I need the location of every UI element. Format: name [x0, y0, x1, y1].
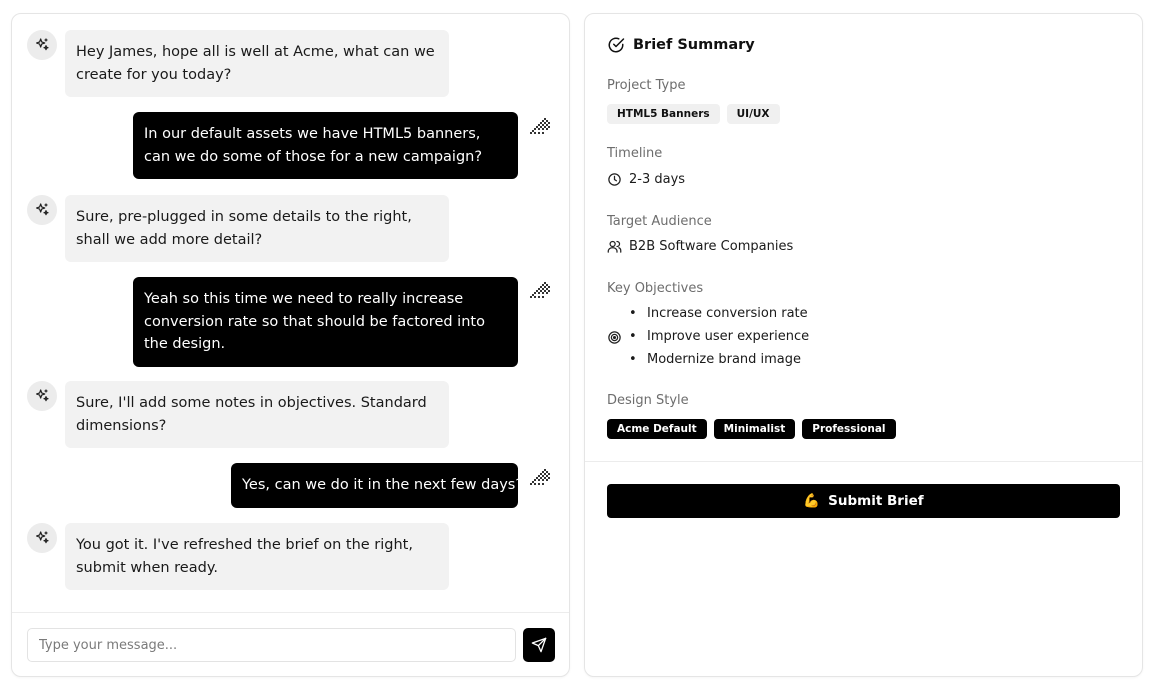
project-type-tag: UI/UX [727, 104, 780, 124]
project-type-tag: HTML5 Banners [607, 104, 720, 124]
brief-title: Brief Summary [633, 37, 755, 53]
brief-divider [585, 461, 1142, 462]
send-icon [531, 637, 547, 653]
project-type-tags [607, 104, 780, 124]
key-objectives-label: Key Objectives [607, 281, 704, 296]
target-audience-value: B2B Software Companies [629, 239, 794, 254]
objective-item: • Modernize brand image [647, 352, 801, 367]
timeline-value-row [607, 172, 685, 187]
target-audience-row [607, 239, 793, 254]
ai-message: Sure, pre-plugged in some details to the right, shall we add more detail? [65, 195, 449, 262]
user-avatar-icon [526, 465, 554, 493]
send-button[interactable] [523, 628, 555, 662]
ai-message: You got it. I've refreshed the brief on the right, submit when ready. [65, 523, 449, 590]
ai-sparkle-icon [27, 30, 57, 60]
message-input[interactable] [27, 628, 516, 662]
chat-divider [12, 612, 569, 613]
submit-brief-label: Submit Brief [828, 493, 924, 509]
design-style-label: Design Style [607, 393, 689, 408]
timeline-label: Timeline [607, 146, 663, 161]
design-style-tag: Minimalist [714, 419, 796, 439]
check-circle-icon [607, 36, 625, 54]
ai-message: Hey James, hope all is well at Acme, what can we create for you today? [65, 30, 449, 97]
user-message: Yeah so this time we need to really increase conversion rate so that should be factored into the design. [133, 277, 518, 367]
user-message: Yes, can we do it in the next few days? [231, 463, 518, 508]
submit-brief-button[interactable] [607, 484, 1120, 518]
design-style-tags [607, 419, 896, 439]
user-avatar-icon [526, 278, 554, 306]
objective-item: • Improve user experience [647, 329, 809, 344]
brief-panel [584, 13, 1143, 677]
ai-message: Sure, I'll add some notes in objectives. Standard dimensions? [65, 381, 449, 448]
user-message: In our default assets we have HTML5 banners, can we do some of those for a new campaign? [133, 112, 518, 179]
users-icon [607, 239, 622, 254]
design-style-tag: Professional [802, 419, 895, 439]
objective-item: • Increase conversion rate [647, 306, 808, 321]
target-audience-label: Target Audience [607, 214, 712, 229]
target-icon [607, 330, 622, 345]
ai-sparkle-icon [27, 523, 57, 553]
clock-icon [607, 172, 622, 187]
ai-sparkle-icon [27, 381, 57, 411]
flexed-biceps-icon: 💪 [803, 493, 821, 509]
project-type-label: Project Type [607, 78, 686, 93]
ai-sparkle-icon [27, 195, 57, 225]
chat-panel [11, 13, 570, 677]
design-style-tag: Acme Default [607, 419, 707, 439]
timeline-value: 2-3 days [629, 172, 686, 187]
user-avatar-icon [526, 114, 554, 142]
brief-header [607, 36, 755, 54]
